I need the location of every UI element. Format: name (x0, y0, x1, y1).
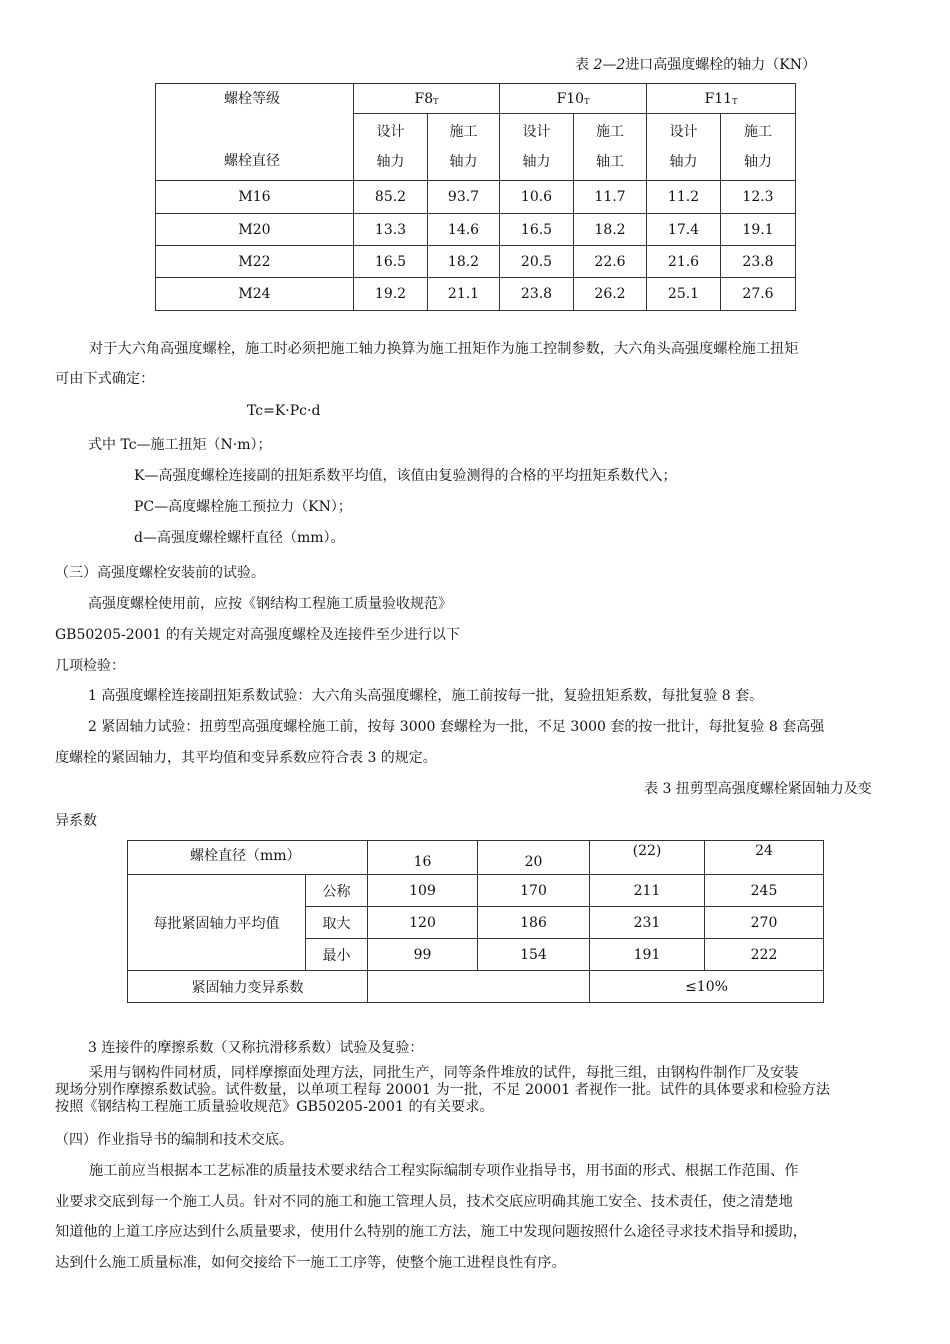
diameter-header: 24 (705, 841, 824, 875)
grade-header-f11 (647, 84, 796, 114)
paragraph-guidance (55, 1156, 915, 1278)
test-item-2-line1: 2 紧固轴力试验：扭剪型高强度螺栓施工前，按每 3000 套螺栓为一批，不足 3000 套的按一批计，每批复验 8 套高强 (88, 719, 825, 735)
cell: 211 (590, 875, 705, 907)
table1-header-grade: 螺栓等级 (224, 91, 280, 107)
cell: 19.2 (354, 278, 428, 311)
bolt-axial-force-table (155, 83, 796, 311)
table3-header-label: 螺栓直径（mm） (128, 841, 368, 875)
paragraph-line: 高强度螺栓使用前，应按《钢结构工程施工质量验收规范》 (88, 596, 452, 612)
cell: 222 (705, 939, 824, 971)
cell: 26.2 (574, 278, 647, 311)
paragraph-line: GB50205-2001 的有关规定对高强度螺栓及连接件至少进行以下 (55, 627, 460, 643)
section-heading-4: （四）作业指导书的编制和技术交底。 (55, 1132, 293, 1148)
paragraph-line: 对于大六角高强度螺栓，施工时必须把施工轴力换算为施工扭矩作为施工控制参数，大六角头高强度螺栓施工扭矩 (89, 341, 799, 357)
col-label-line2: 轴工 (596, 154, 624, 171)
cell: 99 (368, 939, 478, 971)
cell: 11.2 (647, 181, 721, 214)
col-label (428, 114, 500, 181)
col-label-line2: 轴力 (522, 154, 551, 171)
cell: 21.1 (428, 278, 500, 311)
grade-header-f10 (500, 84, 647, 114)
cell: 23.8 (500, 278, 574, 311)
paragraph-line: 达到什么施工质量标准，如何交接给下一施工工序等，使整个施工进程良性有序。 (55, 1254, 566, 1271)
col-label-line1: 施工 (449, 124, 478, 141)
fastening-axial-force-table (127, 840, 824, 1003)
cv-empty-cell (368, 971, 590, 1003)
table-row (156, 246, 796, 278)
col-label-line1: 设计 (376, 124, 405, 141)
torque-formula: Tc=K·Pc·d (247, 403, 321, 419)
cell: 22.6 (574, 246, 647, 278)
cell: 13.3 (354, 214, 428, 246)
paragraph-line: 现场分别作摩擦系数试验。试件数量，以单项工程每 20001 为一批，不足 20001 者视作一批。试件的具体要求和检验方法 (55, 1082, 831, 1098)
cv-value: ≤10% (590, 971, 824, 1003)
table3-caption-line2: 异系数 (55, 813, 97, 829)
grade-f11-label: F11 (704, 90, 733, 107)
grade-header-f8 (354, 84, 500, 114)
col-label-line1: 施工 (744, 124, 772, 141)
paragraph-line: 采用与钢构件同材质，同样摩擦面处理方法，同批生产，同等条件堆放的试件，每批三组，由钢构件制作厂及安装 (89, 1065, 799, 1081)
col-label-line2: 轴力 (376, 154, 405, 171)
table3-caption-line1: 表 3 扭剪型高强度螺栓紧固轴力及变 (644, 781, 872, 797)
paragraph-line: 几项检验： (55, 658, 125, 674)
col-label (500, 114, 574, 181)
cell: 18.2 (428, 246, 500, 278)
cell: 245 (705, 875, 824, 907)
paragraph-line: 施工前应当根据本工艺标准的质量技术要求结合工程实际编制专项作业指导书，用书面的形式、根据工作范围、作 (89, 1163, 799, 1179)
cell: 93.7 (428, 181, 500, 214)
paragraph-line: 业要求交底到每一个施工人员。针对不同的施工和施工管理人员，技术交底应明确其施工安全、技术责任，使之清楚地 (55, 1193, 793, 1210)
col-label-line2: 轴力 (449, 154, 478, 171)
where-d: d—高强度螺栓螺杆直径（mm）。 (134, 530, 345, 546)
where-k: K—高强度螺栓连接副的扭矩系数平均值，该值由复验测得的合格的平均扭矩系数代入； (134, 468, 677, 484)
cell: 21.6 (647, 246, 721, 278)
diameter-header: 16 (368, 841, 478, 875)
cell: 120 (368, 907, 478, 939)
row-size: M16 (156, 181, 354, 214)
paragraph-friction (55, 1065, 915, 1116)
cell: 18.2 (574, 214, 647, 246)
diameter-header: (22) (590, 841, 705, 875)
cell: 231 (590, 907, 705, 939)
row-label: 最小 (306, 939, 368, 971)
table1-caption (575, 54, 816, 74)
grade-f10-label: F10 (556, 90, 585, 107)
section-heading-3: （三）高强度螺栓安装前的试验。 (55, 565, 265, 581)
cell: 16.5 (354, 246, 428, 278)
table-row (128, 971, 824, 1003)
cell: 25.1 (647, 278, 721, 311)
col-label-line1: 设计 (669, 124, 698, 141)
col-label (354, 114, 428, 181)
paragraph-line: 按照《钢结构工程施工质量验收规范》GB50205-2001 的有关要求。 (55, 1099, 494, 1115)
row-size: M20 (156, 214, 354, 246)
test-item-1: 1 高强度螺栓连接副扭矩系数试验：大六角头高强度螺栓，施工前按每一批，复验扭矩系数，每批复验 8 套。 (88, 688, 764, 704)
col-label-line2: 轴力 (669, 154, 698, 171)
cell: 154 (478, 939, 590, 971)
col-label (574, 114, 647, 181)
row-size: M22 (156, 246, 354, 278)
cell: 10.6 (500, 181, 574, 214)
cell: 23.8 (721, 246, 796, 278)
col-label-line2: 轴力 (744, 154, 772, 171)
table1-caption-text: 进口高强度螺栓的轴力（KN） (625, 57, 816, 73)
cell: 85.2 (354, 181, 428, 214)
paragraph-line: 知道他的上道工序应达到什么质量要求，使用什么特别的施工方法，施工中发现问题按照什么途径寻求技术指导和援助， (55, 1224, 807, 1240)
group-label: 每批紧固轴力平均值 (128, 875, 306, 971)
cell: 27.6 (721, 278, 796, 311)
cell: 19.1 (721, 214, 796, 246)
row-label: 公称 (306, 875, 368, 907)
table-row (156, 214, 796, 246)
cell: 12.3 (721, 181, 796, 214)
test-item-3: 3 连接件的摩擦系数（又称抗滑移系数）试验及复验： (88, 1040, 424, 1056)
grade-f8-subscript: T (433, 96, 439, 106)
col-label (721, 114, 796, 181)
cell: 14.6 (428, 214, 500, 246)
col-label-line1: 设计 (522, 124, 551, 141)
col-label (647, 114, 721, 181)
col-label-line1: 施工 (596, 124, 624, 141)
cell: 20.5 (500, 246, 574, 278)
test-item-2-line2: 度螺栓的紧固轴力，其平均值和变异系数应符合表 3 的规定。 (55, 750, 437, 766)
where-pc: PC—高度螺栓施工预拉力（KN）； (134, 499, 352, 515)
cell: 191 (590, 939, 705, 971)
cell: 170 (478, 875, 590, 907)
cell: 16.5 (500, 214, 574, 246)
diameter-header: 20 (478, 841, 590, 875)
table-row (156, 278, 796, 311)
paragraph-torque-intro (55, 334, 915, 394)
table1-caption-number: 2—2 (593, 57, 626, 73)
cell: 270 (705, 907, 824, 939)
cell: 17.4 (647, 214, 721, 246)
table1-caption-prefix: 表 (575, 57, 594, 73)
table1-corner-header (156, 84, 354, 181)
paragraph-line: 可由下式确定： (55, 371, 155, 387)
cell: 109 (368, 875, 478, 907)
grade-f10-subscript: T (584, 96, 590, 106)
grade-f8-label: F8 (414, 90, 434, 107)
row-label: 取大 (306, 907, 368, 939)
table-row (156, 181, 796, 214)
table1-header-diameter: 螺栓直径 (224, 153, 280, 169)
grade-f11-subscript: T (732, 96, 738, 106)
where-tc: 式中 Tc—施工扭矩（N·m）； (88, 437, 272, 453)
cell: 11.7 (574, 181, 647, 214)
cell: 186 (478, 907, 590, 939)
cv-label: 紧固轴力变异系数 (128, 971, 368, 1003)
table-row (128, 875, 824, 907)
row-size: M24 (156, 278, 354, 311)
